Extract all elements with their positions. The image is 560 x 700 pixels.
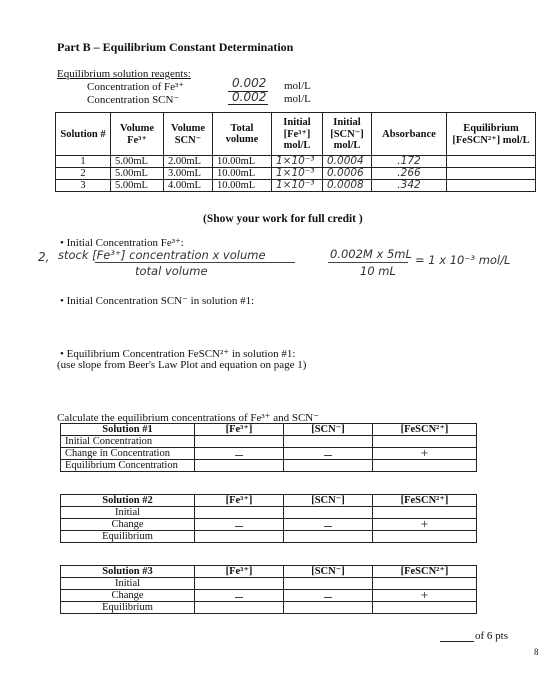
cell-initial-scn: 0.0006	[323, 168, 372, 180]
solutions-table	[55, 112, 536, 192]
row-initial: Initial	[61, 507, 195, 519]
cell-fe[interactable]	[195, 602, 284, 614]
cell-fescn[interactable]	[373, 460, 477, 472]
cell-solution: 3	[56, 180, 111, 192]
plus-mark: +	[420, 590, 429, 601]
calc-intro: Calculate the equilibrium concentrations of Fe³⁺ and SCN⁻	[57, 412, 320, 424]
show-work-note: (Show your work for full credit )	[203, 213, 363, 225]
cell-volume-scn: 3.00mL	[164, 168, 213, 180]
cell-initial-scn: 0.0008	[323, 180, 372, 192]
table-row	[61, 531, 477, 543]
table-row	[61, 507, 477, 519]
page-number: 8	[534, 647, 539, 657]
solution-3-heading: Solution #3	[61, 566, 195, 578]
beers-law-note: (use slope from Beer's Law Plot and equation on page 1)	[57, 359, 307, 371]
table-row	[61, 602, 477, 614]
col-scn: [SCN⁻]	[284, 495, 373, 507]
cell-absorbance: .266	[372, 168, 447, 180]
handwritten-calc-numerator: 0.002M x 5mL	[330, 247, 412, 261]
col-scn: [SCN⁻]	[284, 566, 373, 578]
col-fescn: [FeSCN²⁺]	[373, 566, 477, 578]
table-row	[61, 519, 477, 531]
points-label: of 6 pts	[475, 630, 508, 642]
cell-scn[interactable]	[284, 460, 373, 472]
minus-mark	[235, 597, 243, 598]
scn-concentration-value: 0.002	[232, 90, 267, 104]
table-row	[61, 590, 477, 602]
col-fescn: [FeSCN²⁺]	[373, 495, 477, 507]
cell-fescn[interactable]	[373, 590, 477, 602]
solution-1-heading: Solution #1	[61, 424, 195, 436]
row-equilibrium: Equilibrium Concentration	[61, 460, 195, 472]
solution-2-table	[60, 494, 477, 543]
table-row	[61, 566, 477, 578]
table-row	[61, 424, 477, 436]
minus-mark	[324, 526, 332, 527]
solution-2-heading: Solution #2	[61, 495, 195, 507]
cell-volume-fe: 5.00mL	[111, 180, 164, 192]
table-row	[56, 156, 536, 168]
plus-mark: +	[420, 448, 429, 459]
minus-mark	[235, 455, 243, 456]
cell-scn[interactable]	[284, 436, 373, 448]
handwritten-result: = 1 x 10⁻³ mol/L	[415, 253, 511, 267]
header-initial-fe: Initial [Fe³⁺] mol/L	[272, 113, 323, 156]
cell-scn[interactable]	[284, 507, 373, 519]
cell-total-volume: 10.00mL	[213, 156, 272, 168]
table-row	[61, 460, 477, 472]
cell-total-volume: 10.00mL	[213, 180, 272, 192]
cell-absorbance: .172	[372, 156, 447, 168]
scn-concentration-blank	[228, 104, 268, 105]
header-volume-scn: Volume SCN⁻	[164, 113, 213, 156]
table-row	[61, 448, 477, 460]
cell-absorbance: .342	[372, 180, 447, 192]
header-initial-scn: Initial [SCN⁻] mol/L	[323, 113, 372, 156]
fe-concentration-unit: mol/L	[284, 80, 311, 92]
bullet-equilibrium-fescn: • Equilibrium Concentration FeSCN²⁺ in solution #1:	[60, 348, 296, 360]
minus-mark	[235, 526, 243, 527]
handwritten-fraction-bar	[95, 262, 295, 263]
col-scn: [SCN⁻]	[284, 424, 373, 436]
cell-fescn[interactable]	[373, 448, 477, 460]
solution-1-table	[60, 423, 477, 472]
table-row	[56, 180, 536, 192]
row-change: Change in Concentration	[61, 448, 195, 460]
cell-fescn[interactable]	[373, 436, 477, 448]
cell-fe[interactable]	[195, 436, 284, 448]
cell-fescn[interactable]	[373, 507, 477, 519]
header-equilibrium-fescn: Equilibrium [FeSCN²⁺] mol/L	[447, 113, 536, 156]
cell-initial-fe: 1×10⁻³	[272, 180, 323, 192]
col-fe: [Fe³⁺]	[195, 495, 284, 507]
cell-equilibrium	[447, 168, 536, 180]
handwritten-formula-numerator: stock [Fe³⁺] concentration x volume	[58, 248, 266, 262]
cell-initial-fe: 1×10⁻³	[272, 156, 323, 168]
cell-volume-fe: 5.00mL	[111, 156, 164, 168]
row-change: Change	[61, 519, 195, 531]
col-fescn: [FeSCN²⁺]	[373, 424, 477, 436]
row-initial: Initial Concentration	[61, 436, 195, 448]
bullet-initial-fe-text: Initial Concentration Fe³⁺:	[66, 237, 184, 249]
cell-fescn[interactable]	[373, 531, 477, 543]
cell-fe[interactable]	[195, 590, 284, 602]
table-row	[56, 168, 536, 180]
cell-equilibrium	[447, 156, 536, 168]
cell-fe[interactable]	[195, 578, 284, 590]
fe-concentration-value: 0.002	[232, 76, 267, 90]
handwritten-number: 2,	[38, 250, 50, 264]
cell-scn[interactable]	[284, 590, 373, 602]
cell-fescn[interactable]	[373, 519, 477, 531]
cell-total-volume: 10.00mL	[213, 168, 272, 180]
cell-volume-scn: 4.00mL	[164, 180, 213, 192]
bullet-initial-scn: • Initial Concentration SCN⁻ in solution #1:	[60, 295, 255, 307]
header-volume-fe: Volume Fe³⁺	[111, 113, 164, 156]
cell-initial-fe: 1×10⁻³	[272, 168, 323, 180]
cell-scn[interactable]	[284, 519, 373, 531]
table-row	[61, 495, 477, 507]
cell-fe[interactable]	[195, 460, 284, 472]
cell-scn[interactable]	[284, 578, 373, 590]
cell-initial-scn: 0.0004	[323, 156, 372, 168]
cell-equilibrium	[447, 180, 536, 192]
bullet-initial-fe: • Initial Concentration Fe³⁺:	[60, 237, 184, 249]
page-title: Part B – Equilibrium Constant Determination	[57, 40, 294, 54]
minus-mark	[324, 455, 332, 456]
cell-volume-fe: 5.00mL	[111, 168, 164, 180]
cell-fescn[interactable]	[373, 578, 477, 590]
solution-3-table	[60, 565, 477, 614]
table-header-row	[56, 113, 536, 156]
bullet-equilibrium-fescn-text: Equilibrium Concentration FeSCN²⁺ in solution #1:	[66, 348, 296, 360]
col-fe: [Fe³⁺]	[195, 566, 284, 578]
cell-scn[interactable]	[284, 448, 373, 460]
cell-fe[interactable]	[195, 448, 284, 460]
reagents-heading: Equilibrium solution reagents:	[57, 68, 191, 80]
row-equilibrium: Equilibrium	[61, 602, 195, 614]
row-initial: Initial	[61, 578, 195, 590]
table-row	[61, 578, 477, 590]
handwritten-calc-bar	[328, 262, 408, 263]
points-blank[interactable]	[440, 641, 474, 642]
minus-mark	[324, 597, 332, 598]
header-total-volume: Total volume	[213, 113, 272, 156]
header-absorbance: Absorbance	[372, 113, 447, 156]
cell-solution: 2	[56, 168, 111, 180]
plus-mark: +	[420, 519, 429, 530]
cell-fe[interactable]	[195, 507, 284, 519]
cell-fe[interactable]	[195, 531, 284, 543]
cell-scn[interactable]	[284, 602, 373, 614]
bullet-initial-scn-text: Initial Concentration SCN⁻ in solution #1:	[66, 295, 255, 307]
cell-volume-scn: 2.00mL	[164, 156, 213, 168]
cell-solution: 1	[56, 156, 111, 168]
col-fe: [Fe³⁺]	[195, 424, 284, 436]
cell-scn[interactable]	[284, 531, 373, 543]
cell-fescn[interactable]	[373, 602, 477, 614]
row-change: Change	[61, 590, 195, 602]
fe-concentration-label: Concentration of Fe³⁺	[87, 81, 185, 93]
cell-fe[interactable]	[195, 519, 284, 531]
handwritten-formula-denominator: total volume	[135, 264, 208, 278]
header-solution: Solution #	[56, 113, 111, 156]
scn-concentration-label: Concentration SCN⁻	[87, 94, 180, 106]
row-equilibrium: Equilibrium	[61, 531, 195, 543]
scn-concentration-unit: mol/L	[284, 93, 311, 105]
table-row	[61, 436, 477, 448]
handwritten-calc-denominator: 10 mL	[360, 264, 396, 278]
